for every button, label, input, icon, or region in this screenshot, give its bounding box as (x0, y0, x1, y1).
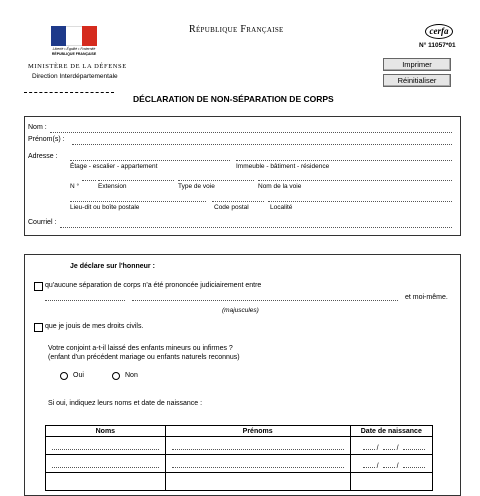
si-oui-instruction: Si oui, indiquez leurs noms et date de naissance : (48, 400, 203, 407)
extension-field[interactable] (98, 180, 174, 181)
oui-label: Oui (73, 372, 84, 379)
cerfa-number: N° 11057*01 (419, 42, 456, 49)
nom-voie-field[interactable] (258, 180, 452, 181)
lieu-dit-field[interactable] (70, 201, 206, 202)
header-date: Date de naissance (350, 426, 432, 437)
localite-label: Localité (270, 204, 293, 211)
child-prenom-cell[interactable] (165, 473, 350, 491)
non-radio[interactable] (112, 372, 120, 380)
child-prenom-cell[interactable] (165, 437, 350, 455)
courriel-label: Courriel : (28, 219, 57, 226)
code-postal-label: Code postal (214, 204, 249, 211)
etage-field[interactable] (70, 160, 230, 161)
enfants-question-note: (enfant d'un précédent mariage ou enfants naturels reconnus) (48, 354, 240, 361)
separation-label: qu'aucune séparation de corps n'a été prononcée judiciairement entre (45, 282, 262, 289)
prenoms-label: Prénom(s) : (28, 136, 65, 143)
child-nom-cell[interactable] (46, 473, 166, 491)
localite-field[interactable] (268, 201, 452, 202)
marianne-logo (48, 26, 100, 60)
header-noms: Noms (46, 426, 166, 437)
type-voie-label: Type de voie (178, 183, 215, 190)
non-label: Non (125, 372, 138, 379)
conjoint-nom-field[interactable] (45, 300, 125, 301)
child-prenom-cell[interactable] (165, 455, 350, 473)
identity-section (24, 116, 461, 236)
numero-field[interactable] (82, 180, 96, 181)
oui-radio[interactable] (60, 372, 68, 380)
table-row (46, 473, 433, 491)
numero-label: N ° (70, 183, 80, 190)
child-date-cell[interactable]: / / (350, 437, 432, 455)
table-row (46, 437, 433, 455)
direction-name: Direction Interdépartementale (32, 73, 118, 80)
logo-country: RÉPUBLIQUE FRANÇAISE (51, 52, 97, 56)
droits-civils-checkbox[interactable] (34, 323, 43, 332)
majuscules-note: (majuscules) (222, 307, 259, 314)
form-title: DÉCLARATION DE NON-SÉPARATION DE CORPS (133, 94, 334, 104)
logo-motto: Liberté • Égalité • Fraternité (52, 47, 96, 51)
print-button[interactable]: Imprimer (383, 58, 451, 71)
type-voie-field[interactable] (178, 180, 254, 181)
etage-label: Étage - escalier - appartement (70, 163, 158, 170)
courriel-field[interactable] (60, 227, 452, 228)
conjoint-prenom-field[interactable] (132, 300, 398, 301)
extension-label: Extension (98, 183, 127, 190)
lieu-dit-label: Lieu-dit ou boîte postale (70, 204, 140, 211)
immeuble-label: Immeuble - bâtiment - résidence (236, 163, 330, 170)
child-date-cell[interactable] (350, 473, 432, 491)
republic-title: République Française (189, 24, 284, 35)
declaration-intro: Je déclare sur l'honneur : (70, 263, 155, 270)
moi-meme-label: et moi-même. (405, 294, 448, 301)
droits-civils-label: que je jouis de mes droits civils. (45, 323, 144, 330)
children-table (45, 425, 433, 491)
header-separator (24, 92, 114, 93)
nom-label: Nom : (28, 124, 47, 131)
table-row (46, 455, 433, 473)
adresse-label: Adresse : (28, 153, 58, 160)
prenoms-field[interactable] (72, 144, 452, 145)
nom-voie-label: Nom de la voie (258, 183, 302, 190)
ministry-name: MINISTÈRE DE LA DÉFENSE (28, 63, 127, 70)
table-header-row (46, 426, 433, 437)
separation-checkbox[interactable] (34, 282, 43, 291)
child-date-cell[interactable]: / / (350, 455, 432, 473)
flag-icon (51, 26, 97, 46)
enfants-question: Votre conjoint a-t-il laissé des enfants mineurs ou infirmes ? (48, 345, 233, 352)
nom-field[interactable] (50, 132, 452, 133)
child-nom-cell[interactable] (46, 437, 166, 455)
child-nom-cell[interactable] (46, 455, 166, 473)
header-prenoms: Prénoms (165, 426, 350, 437)
immeuble-field[interactable] (236, 160, 452, 161)
cerfa-logo: cerfa (425, 24, 453, 39)
reset-button[interactable]: Réinitialiser (383, 74, 451, 87)
code-postal-field[interactable] (212, 201, 264, 202)
